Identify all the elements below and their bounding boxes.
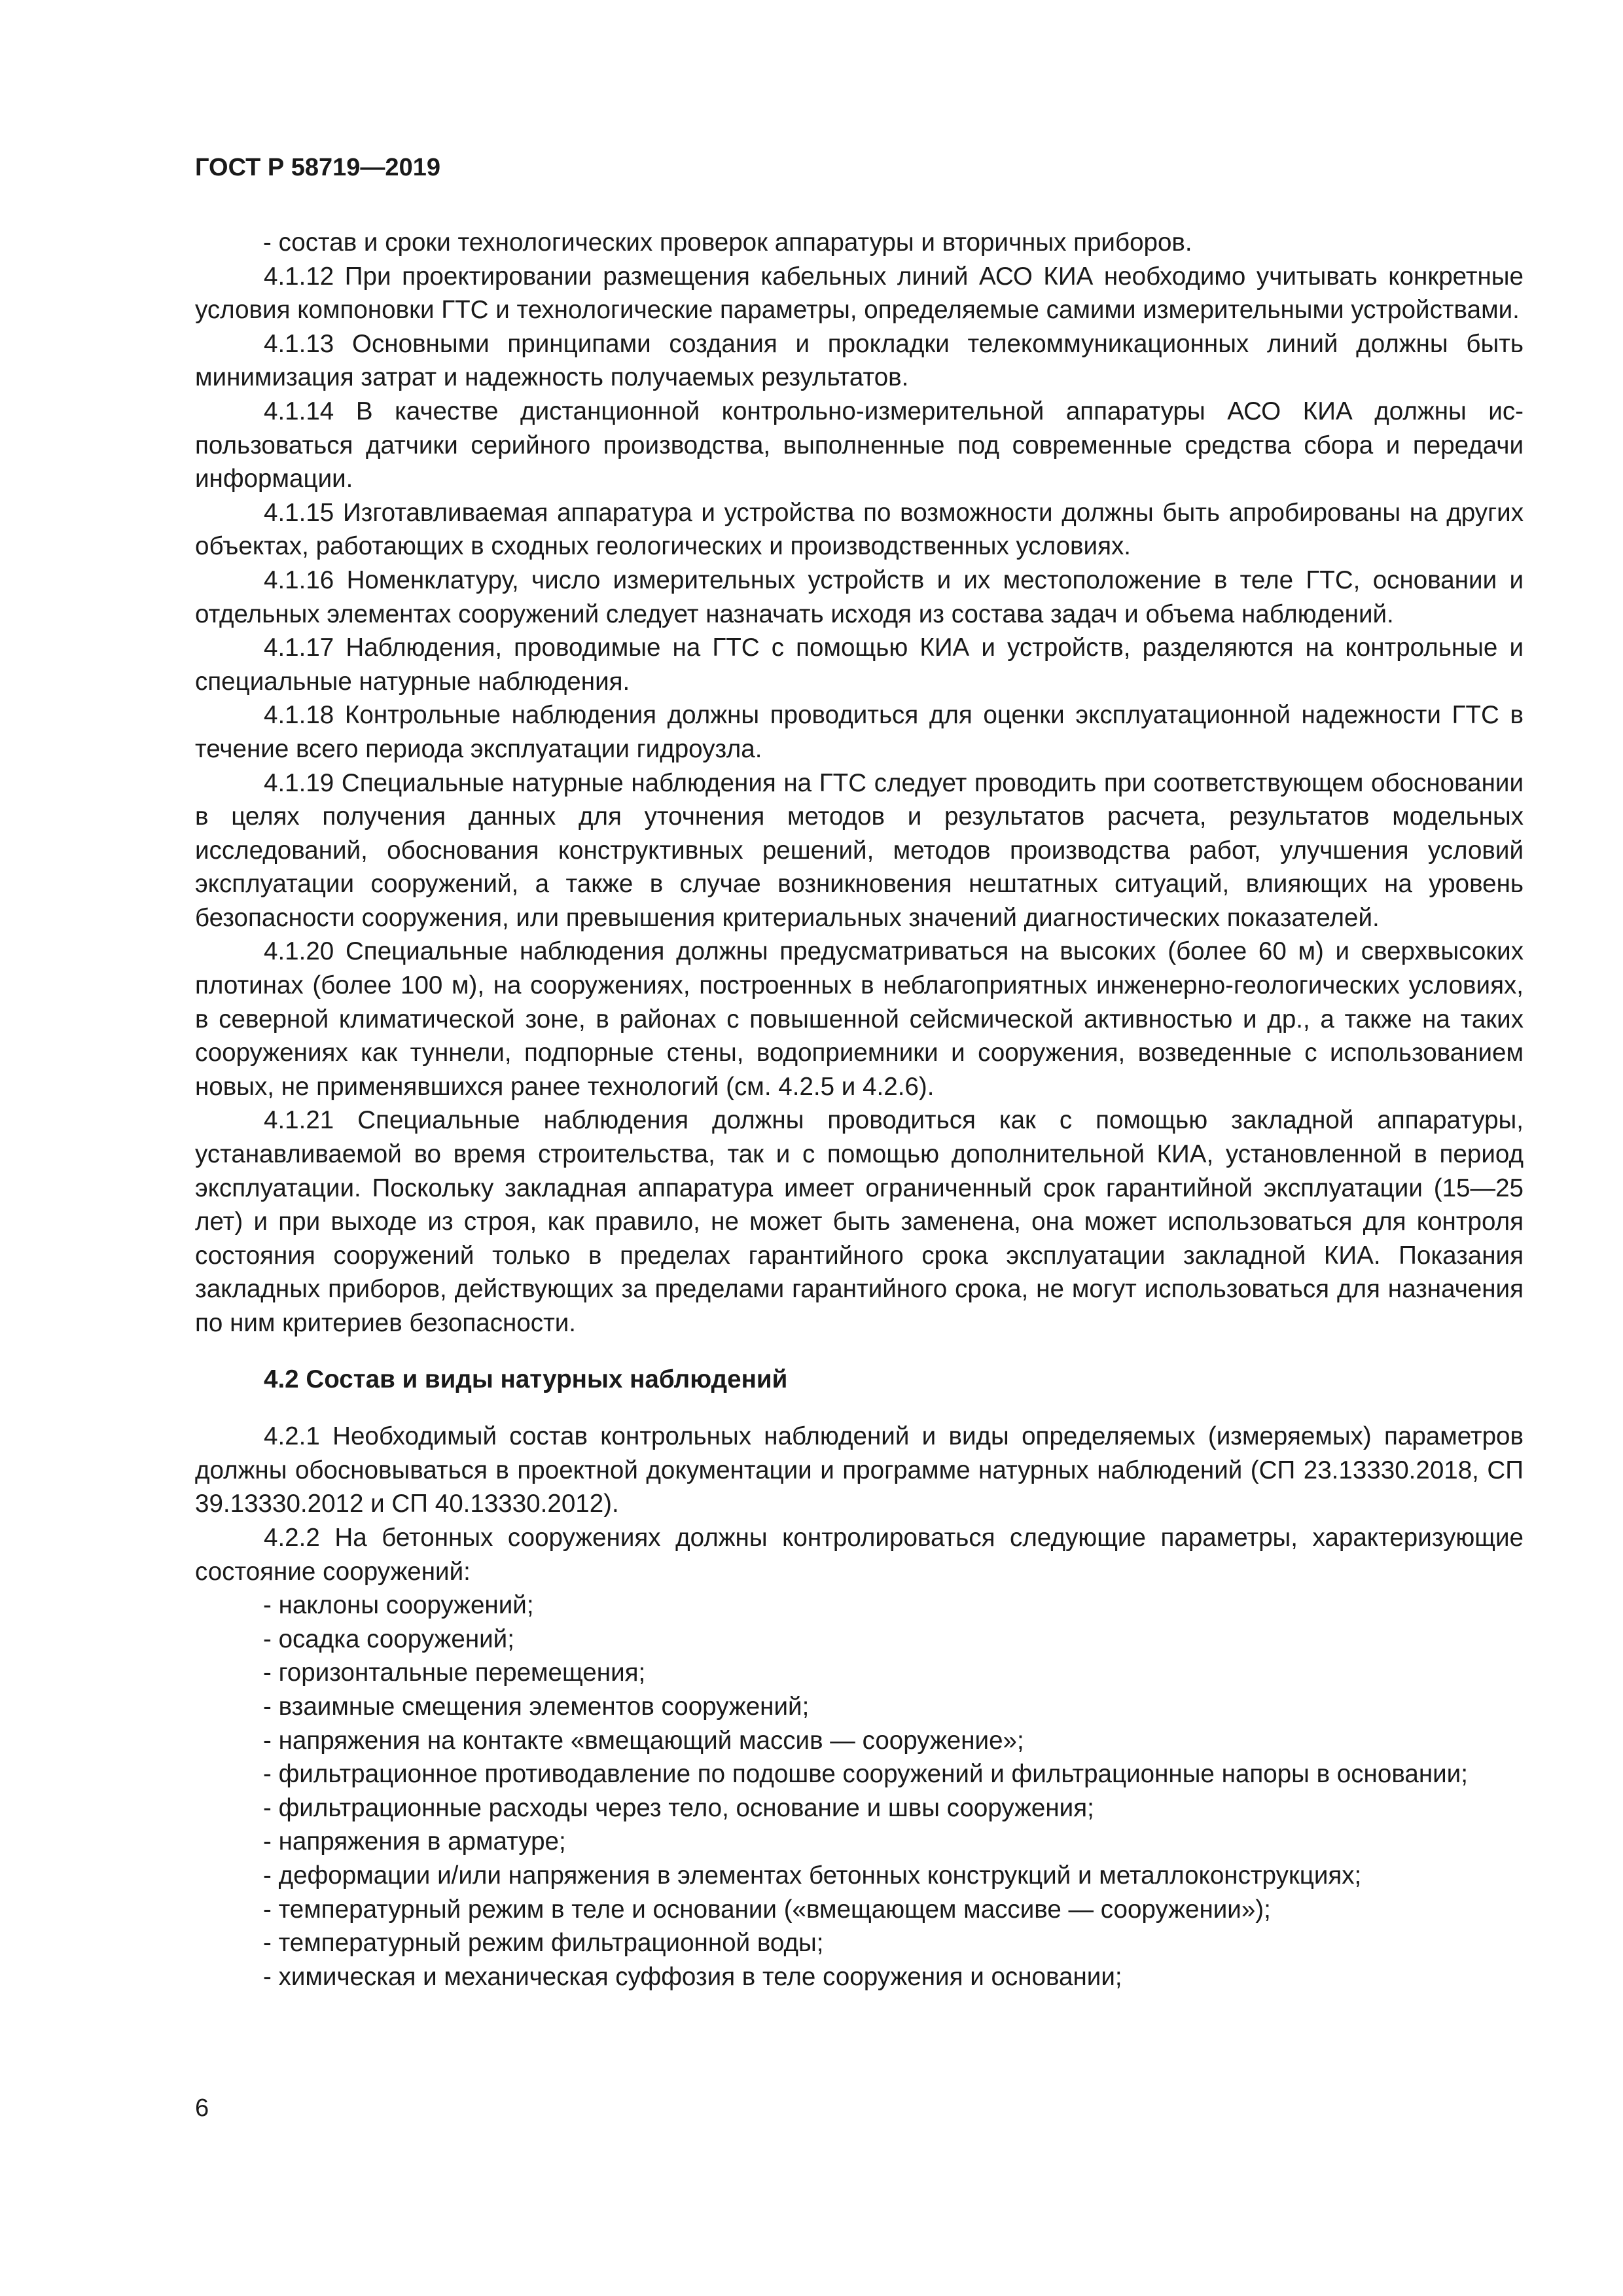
- clause-4-1-14: 4.1.14 В качестве дистанционной контрольно-измерительной аппаратуры АСО КИА должны использоваться датчики серийного производства, выполненные под современные средства сбора и передачи информации.: [195, 397, 1524, 493]
- list-item: - напряжения на контакте «вмещающий массив — сооружение»;: [263, 1726, 1024, 1755]
- list-item: - фильтрационное противодавление по подошве сооружений и фильтрационные напоры в основании;: [263, 1760, 1468, 1789]
- list-item: - осадка сооружений;: [263, 1624, 514, 1653]
- list-item: - температурный режим в теле и основании («вмещающем массиве — сооружении»);: [263, 1895, 1271, 1924]
- list-item: - химическая и механическая суффозия в теле сооружения и основании;: [263, 1962, 1122, 1991]
- document-body: [195, 226, 1524, 1994]
- clause-4-2-1: 4.2.1 Необходимый состав контрольных наблюдений и виды определяемых (измеряемых) параметров должны обосновываться в проектной документации и программе натурных наблюдений (СП 23.13330.2018, СП 39.13330.2012 и СП 40.13330.2012).: [195, 1422, 1524, 1518]
- clause-4-1-21: 4.1.21 Специальные наблюдения должны проводиться как с помощью закладной аппаратуры, устанавливаемой во время строительства, так и с помощью дополнительной КИА, установленной в период эксплуатации. Поскольку закладная аппаратура имеет ограниченный срок гарантийной эксплуатации (15—25 лет) и при выходе из строя, как правило, не может быть заменена, она может использоваться для контроля состояния сооружений только в пределах гарантийного срока эксплуатации закладной КИА. Показания закладных приборов, действующих за пределами гарантийного срока, не могут использоваться для назначения по ним критериев безопасности.: [195, 1106, 1524, 1337]
- list-item: - фильтрационные расходы через тело, основание и швы сооружения;: [263, 1793, 1094, 1822]
- list-item: - взаимные смещения элементов сооружений;: [263, 1692, 810, 1721]
- clause-4-1-15: 4.1.15 Изготавливаемая аппаратура и устройства по возможности должны быть апробированы на других объектах, работающих в сходных геологических и производственных условиях.: [195, 498, 1524, 561]
- clause-4-1-16: 4.1.16 Номенклатуру, число измерительных устройств и их местоположение в теле ГТС, основании и отдельных элементах сооружений следует назначать исходя из состава задач и объема наблюдений.: [195, 565, 1524, 628]
- document-header: ГОСТ Р 58719—2019: [195, 154, 440, 181]
- list-item: - напряжения в арматуре;: [263, 1827, 566, 1856]
- page-number: 6: [195, 2094, 209, 2122]
- clause-4-1-18: 4.1.18 Контрольные наблюдения должны проводиться для оценки эксплуатационной надежности ГТС в течение всего периода эксплуатации гидроузла.: [195, 701, 1524, 763]
- clause-4-2-2: 4.2.2 На бетонных сооружениях должны контролироваться следующие параметры, характеризующие состояние сооружений:: [195, 1523, 1524, 1586]
- clause-4-1-20: 4.1.20 Специальные наблюдения должны предусматриваться на высоких (более 60 м) и сверхвысоких плотинах (более 100 м), на сооружениях, построенных в неблагоприятных инженерно-геологических условиях, в северной климатической зоне, в районах с повышенной сейсмической активностью и др., а также на таких сооружениях как туннели, подпорные стены, водоприемники и сооружения, возведенные с использованием новых, не применявшихся ранее технологий (см. 4.2.5 и 4.2.6).: [195, 937, 1524, 1101]
- clause-4-1-12: 4.1.12 При проектировании размещения кабельных линий АСО КИА необходимо учитывать конкретные условия компоновки ГТС и технологические параметры, определяемые самими измерительными устройствами.: [195, 262, 1524, 325]
- list-item: - горизонтальные перемещения;: [263, 1659, 646, 1687]
- section-heading: 4.2 Состав и виды натурных наблюдений: [264, 1365, 788, 1393]
- clause-4-1-19: 4.1.19 Специальные натурные наблюдения на ГТС следует проводить при соответствующем обосновании в целях получения данных для уточнения методов и результатов расчета, результатов модельных исследований, обоснования конструктивных решений, методов производства работ, улучшения условий эксплуатации сооружений, а также в случае возникновения нештатных ситуаций, влияющих на уровень безопасности сооружения, или превышения критериальных значений диагностических показателей.: [195, 768, 1524, 932]
- clause-4-1-13: 4.1.13 Основными принципами создания и прокладки телекоммуникационных линий должны быть минимизация затрат и надежность получаемых результатов.: [195, 329, 1524, 392]
- list-item: - температурный режим фильтрационной воды;: [263, 1929, 824, 1958]
- clause-4-1-17: 4.1.17 Наблюдения, проводимые на ГТС с помощью КИА и устройств, разделяются на контрольные и специальные натурные наблюдения.: [195, 634, 1524, 696]
- list-item: - наклоны сооружений;: [263, 1591, 534, 1620]
- list-item: - деформации и/или напряжения в элементах бетонных конструкций и металлоконструкциях;: [263, 1861, 1362, 1890]
- list-item: - состав и сроки технологических проверок аппаратуры и вторичных приборов.: [263, 228, 1192, 257]
